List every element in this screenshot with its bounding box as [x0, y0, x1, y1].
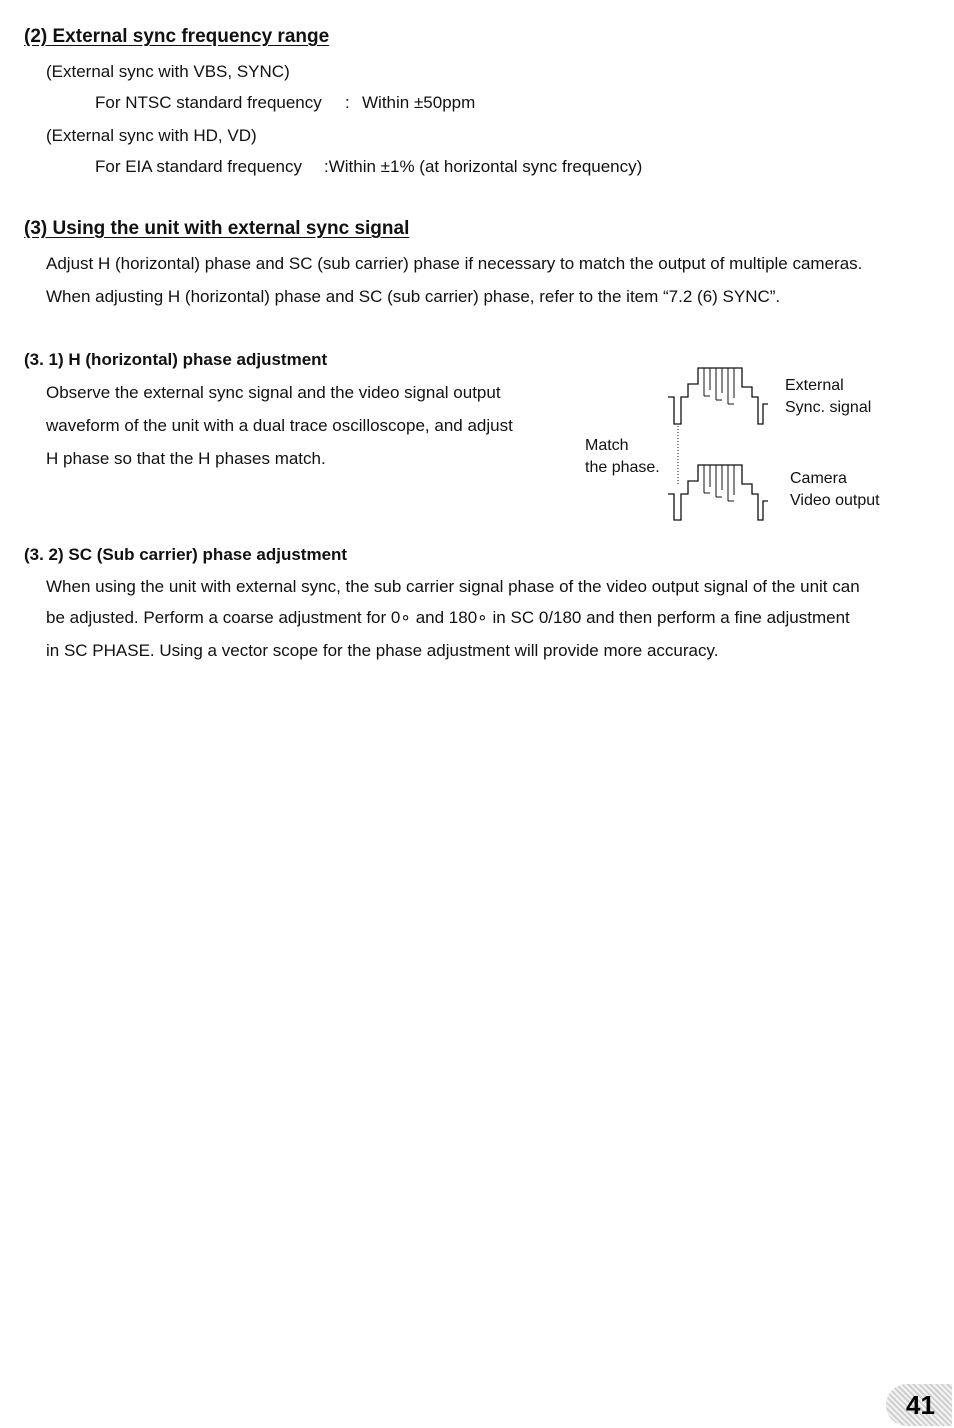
section-3-heading: (3) Using the unit with external sync signal	[24, 218, 410, 239]
section-3-2-line-2: be adjusted. Perform a coarse adjustment for 0∘ and 180∘ in SC 0/180 and then perform a fine adjustment	[46, 608, 850, 627]
section-2-heading: (2) External sync frequency range	[24, 26, 330, 47]
section-3-1-line-2: waveform of the unit with a dual trace oscilloscope, and adjust	[46, 416, 513, 435]
external-sync-label-line-2: Sync. signal	[785, 399, 872, 416]
camera-video-label-line-1: Camera	[790, 470, 847, 487]
ntsc-separator: :	[345, 93, 350, 112]
camera-video-waveform	[668, 465, 768, 520]
eia-label: For EIA standard frequency	[95, 157, 302, 176]
sync-hdvd-subheading: (External sync with HD, VD)	[46, 126, 257, 145]
section-3-2-line-3: in SC PHASE. Using a vector scope for the phase adjustment will provide more accuracy.	[46, 641, 719, 660]
section-3-2-line-1: When using the unit with external sync, the sub carrier signal phase of the video output signal of the unit can	[46, 577, 860, 596]
page-number-badge	[886, 1384, 952, 1426]
page-number: 41	[906, 1390, 935, 1420]
eia-value: :Within ±1% (at horizontal sync frequency)	[324, 157, 643, 176]
external-sync-waveform	[668, 368, 768, 424]
match-label-line-2: the phase.	[585, 459, 660, 476]
match-label-line-1: Match	[585, 437, 629, 454]
section-3-paragraph-line-1: Adjust H (horizontal) phase and SC (sub carrier) phase if necessary to match the output of multiple cameras.	[46, 254, 863, 273]
section-3-1-heading: (3. 1) H (horizontal) phase adjustment	[24, 350, 328, 369]
sync-vbs-subheading: (External sync with VBS, SYNC)	[46, 62, 290, 81]
section-3-1-line-1: Observe the external sync signal and the video signal output	[46, 383, 501, 402]
section-3-2-heading: (3. 2) SC (Sub carrier) phase adjustment	[24, 545, 348, 564]
waveform-diagram	[660, 360, 780, 530]
camera-video-label-line-2: Video output	[790, 492, 880, 509]
ntsc-value: Within ±50ppm	[362, 93, 476, 112]
ntsc-label: For NTSC standard frequency	[95, 93, 322, 112]
external-sync-label-line-1: External	[785, 377, 844, 394]
section-3-1-line-3: H phase so that the H phases match.	[46, 449, 326, 468]
section-3-paragraph-line-2: When adjusting H (horizontal) phase and SC (sub carrier) phase, refer to the item “7.2 (6) SYNC”.	[46, 287, 781, 306]
